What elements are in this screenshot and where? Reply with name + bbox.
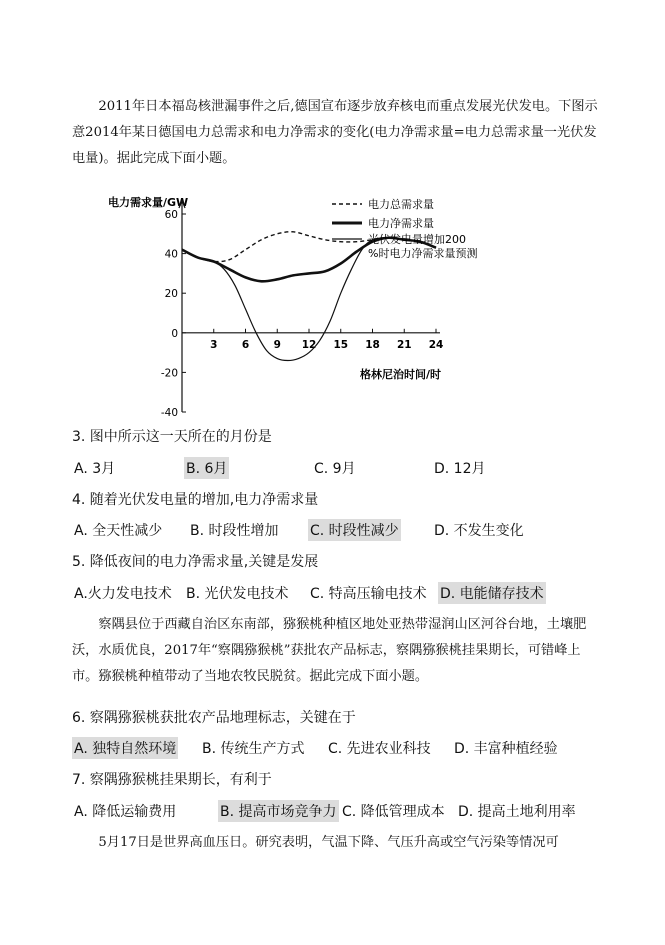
q4-option-c[interactable]: C. 时段性减少 bbox=[308, 519, 401, 541]
y-tick-label: 40 bbox=[164, 248, 178, 261]
x-tick-label: 21 bbox=[396, 338, 412, 351]
x-tick-label: 18 bbox=[365, 338, 380, 351]
question-7-options bbox=[72, 800, 632, 822]
question-5-stem: 5. 降低夜间的电力净需求量,关键是发展 bbox=[72, 554, 319, 570]
y-axis-label: 电力需求量/GW bbox=[108, 196, 189, 209]
q7-option-c[interactable]: C. 降低管理成本 bbox=[342, 804, 445, 820]
q6-option-b[interactable]: B. 传统生产方式 bbox=[202, 741, 305, 757]
x-axis-label: 格林尼治时间/时 bbox=[360, 368, 442, 381]
x-tick-label: 6 bbox=[241, 338, 250, 351]
question-6-stem: 6. 察隅猕猴桃获批农产品地理标志，关键在于 bbox=[72, 710, 356, 726]
q4-option-b[interactable]: B. 时段性增加 bbox=[190, 523, 279, 539]
power-demand-chart bbox=[100, 188, 478, 419]
question-7-stem: 7. 察隅猕猴桃挂果期长，有利于 bbox=[72, 772, 272, 788]
q6-option-a[interactable]: A. 独特自然环境 bbox=[72, 737, 178, 759]
y-tick-label: -40 bbox=[160, 407, 178, 419]
q6-option-c[interactable]: C. 先进农业科技 bbox=[328, 741, 431, 757]
x-tick-label: 24 bbox=[428, 338, 444, 351]
q5-option-c[interactable]: C. 特高压输电技术 bbox=[310, 586, 427, 602]
x-tick-label: 9 bbox=[273, 338, 281, 351]
q3-option-c[interactable]: C. 9月 bbox=[314, 461, 356, 477]
intro-paragraph-2: 察隅县位于西藏自治区东南部，猕猴桃种植区地处亚热带湿润山区河谷台地，土壤肥沃，水质优良，2017年“察隅猕猴桃”获批农产品标志，察隅猕猴桃挂果期长，可错峰上市。猕猴桃种植带动了当地农牧民脱贫。据此完成下面小题。 bbox=[72, 617, 587, 684]
q7-option-a[interactable]: A. 降低运输费用 bbox=[74, 804, 177, 820]
y-tick-label: 20 bbox=[164, 288, 178, 301]
legend-label-forecast-line2: %时电力净需求量预测 bbox=[368, 247, 478, 260]
question-4-options bbox=[72, 519, 632, 541]
legend-label-net: 电力净需求量 bbox=[368, 217, 434, 230]
question-6-options bbox=[72, 737, 632, 759]
q5-option-b[interactable]: B. 光伏发电技术 bbox=[186, 586, 289, 602]
q7-option-d[interactable]: D. 提高土地利用率 bbox=[458, 804, 576, 820]
q3-option-a[interactable]: A. 3月 bbox=[74, 461, 116, 477]
y-tick-label: 0 bbox=[171, 327, 178, 340]
x-tick-label: 12 bbox=[301, 338, 317, 351]
q5-option-d[interactable]: D. 电能储存技术 bbox=[438, 582, 546, 604]
legend-label-total: 电力总需求量 bbox=[368, 198, 434, 211]
question-3-stem: 3. 图中所示这一天所在的月份是 bbox=[72, 429, 272, 445]
q4-option-d[interactable]: D. 不发生变化 bbox=[434, 523, 524, 539]
question-3-options bbox=[72, 457, 632, 479]
q6-option-d[interactable]: D. 丰富种植经验 bbox=[454, 741, 558, 757]
q3-option-d[interactable]: D. 12月 bbox=[434, 461, 486, 477]
x-tick-label: 15 bbox=[333, 338, 349, 351]
legend-label-forecast-line1: 光伏发电量增加200 bbox=[368, 233, 466, 246]
q3-option-b[interactable]: B. 6月 bbox=[184, 457, 229, 479]
q7-option-b[interactable]: B. 提高市场竞争力 bbox=[218, 800, 339, 822]
q5-option-a[interactable]: A.火力发电技术 bbox=[74, 586, 172, 602]
intro-paragraph-3: 5月17日是世界高血压日。研究表明，气温下降、气压升高或空气污染等情况可 bbox=[98, 835, 559, 850]
intro-paragraph-1: 2011年日本福岛核泄漏事件之后,德国宣布逐步放弃核电而重点发展光伏发电。下图示意2014年某日德国电力总需求和电力净需求的变化(电力净需求量=电力总需求量一光伏发电量)。据此完成下面小题。 bbox=[72, 99, 598, 166]
chart-legend bbox=[332, 197, 477, 260]
y-tick-label: 60 bbox=[164, 209, 178, 221]
question-4-stem: 4. 随着光伏发电量的增加,电力净需求量 bbox=[72, 492, 319, 508]
y-tick-label: -20 bbox=[160, 367, 178, 380]
question-5-options bbox=[72, 582, 632, 604]
x-tick-label: 3 bbox=[210, 338, 218, 351]
q4-option-a[interactable]: A. 全天性减少 bbox=[74, 523, 163, 539]
